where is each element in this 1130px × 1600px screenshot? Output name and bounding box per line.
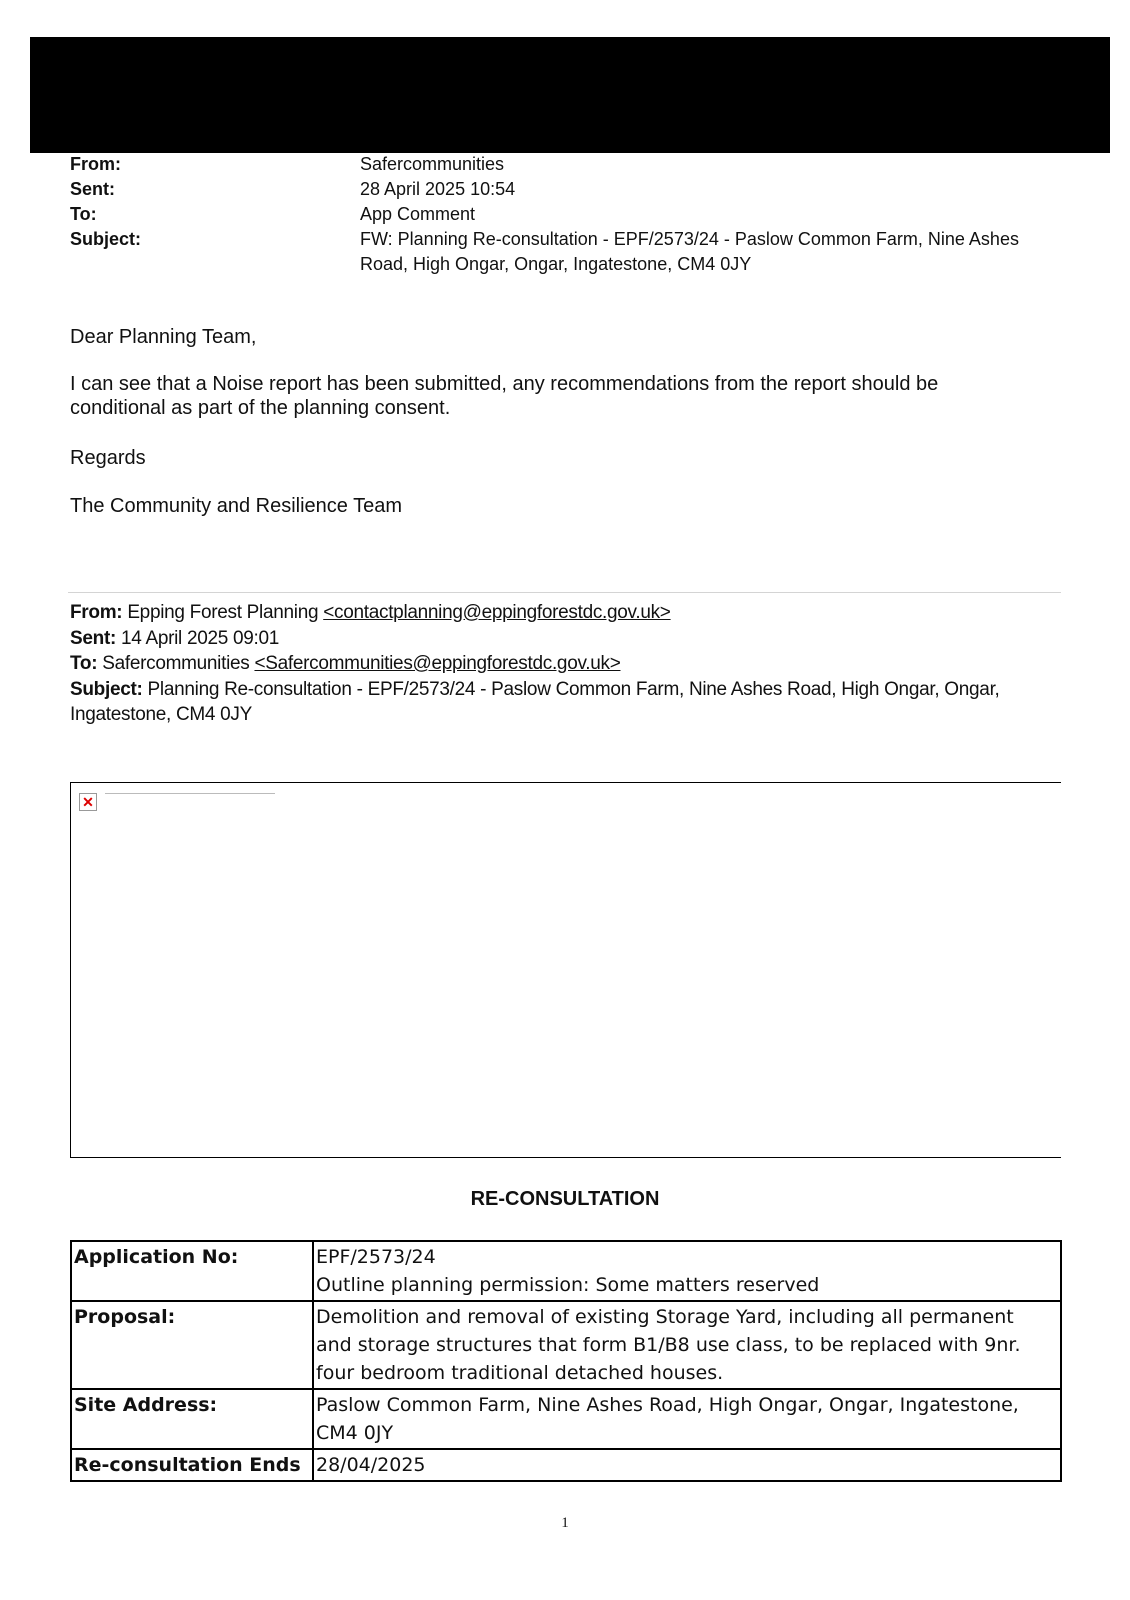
subject-value [360, 227, 1060, 277]
header-subject-row [70, 227, 1060, 277]
forward-divider [68, 592, 1061, 593]
fwd-sent-row [70, 626, 1050, 652]
reconsultation-table [70, 1240, 1062, 1482]
closing: Regards [70, 447, 146, 469]
page-number: 1 [561, 1515, 569, 1531]
fwd-to-label: To: [70, 653, 98, 674]
value-line: 28/04/2025 [316, 1454, 426, 1476]
message-paragraph [70, 372, 938, 420]
row-value [313, 1389, 1061, 1449]
row-label: Site Address: [71, 1389, 313, 1449]
subject-label: Subject: [70, 229, 142, 249]
subject-line-2: Road, High Ongar, Ongar, Ingatestone, CM4 0JY [360, 254, 752, 274]
value-line: and storage structures that form B1/B8 use class, to be replaced with 9nr. [316, 1334, 1021, 1356]
value-line: CM4 0JY [316, 1422, 394, 1444]
subject-line-1: FW: Planning Re-consultation - EPF/2573/24 - Paslow Common Farm, Nine Ashes [360, 229, 1019, 249]
value-line: Demolition and removal of existing Storage Yard, including all permanent [316, 1306, 1014, 1328]
header-to-row [70, 202, 1060, 227]
to-value: App Comment [360, 204, 476, 224]
row-label: Application No: [71, 1241, 313, 1301]
value-line: EPF/2573/24 [316, 1246, 436, 1268]
fwd-subject-line-2: Ingatestone, CM4 0JY [70, 704, 252, 725]
message-line-1: I can see that a Noise report has been submitted, any recommendations from the report should be [70, 373, 939, 395]
fwd-subject-row [70, 677, 1050, 728]
fwd-subject-line-1: Planning Re-consultation - EPF/2573/24 - Paslow Common Farm, Nine Ashes Road, High Ongar, Ongar, [147, 678, 1000, 700]
header-from-row [70, 152, 1060, 177]
value-line: four bedroom traditional detached houses. [316, 1362, 724, 1384]
table-row [71, 1241, 1061, 1301]
fwd-to-name: Safercommunities [102, 653, 250, 674]
redaction-block [30, 37, 1110, 153]
fwd-from-email-link[interactable]: <contactplanning@eppingforestdc.gov.uk> [323, 602, 671, 623]
fwd-subject-label: Subject: [70, 678, 143, 700]
message-line-2: conditional as part of the planning consent. [70, 397, 451, 419]
embedded-image-frame [70, 782, 1061, 1158]
from-value: Safercommunities [360, 154, 505, 174]
fwd-sent-label: Sent: [70, 627, 117, 649]
fwd-to-email-link[interactable]: <Safercommunities@eppingforestdc.gov.uk> [254, 653, 621, 674]
row-value [313, 1449, 1061, 1481]
broken-image-icon: ✕ [79, 793, 97, 811]
sent-label: Sent: [70, 179, 115, 199]
to-label: To: [70, 204, 97, 224]
fwd-from-name: Epping Forest Planning [127, 602, 319, 623]
fwd-sent-value: 14 April 2025 09:01 [121, 627, 280, 649]
from-label: From: [70, 154, 121, 174]
fwd-from-label: From: [70, 602, 123, 623]
row-label: Re-consultation Ends [71, 1449, 313, 1481]
row-value [313, 1241, 1061, 1301]
table-row [71, 1389, 1061, 1449]
value-line: Paslow Common Farm, Nine Ashes Road, High Ongar, Ongar, Ingatestone, [316, 1394, 1019, 1416]
row-value [313, 1301, 1061, 1389]
row-label: Proposal: [71, 1301, 313, 1389]
greeting: Dear Planning Team, [70, 326, 257, 348]
image-placeholder-line [105, 793, 275, 794]
fwd-from-row [70, 600, 1050, 626]
value-line: Outline planning permission: Some matters reserved [316, 1274, 820, 1296]
forwarded-header [70, 600, 1050, 728]
reconsultation-heading: RE-CONSULTATION [470, 1188, 660, 1210]
table-row [71, 1301, 1061, 1389]
fwd-to-row [70, 651, 1050, 677]
email-header [70, 152, 1060, 277]
sent-value: 28 April 2025 10:54 [360, 179, 516, 199]
table-row [71, 1449, 1061, 1481]
header-sent-row [70, 177, 1060, 202]
signature: The Community and Resilience Team [70, 495, 403, 517]
